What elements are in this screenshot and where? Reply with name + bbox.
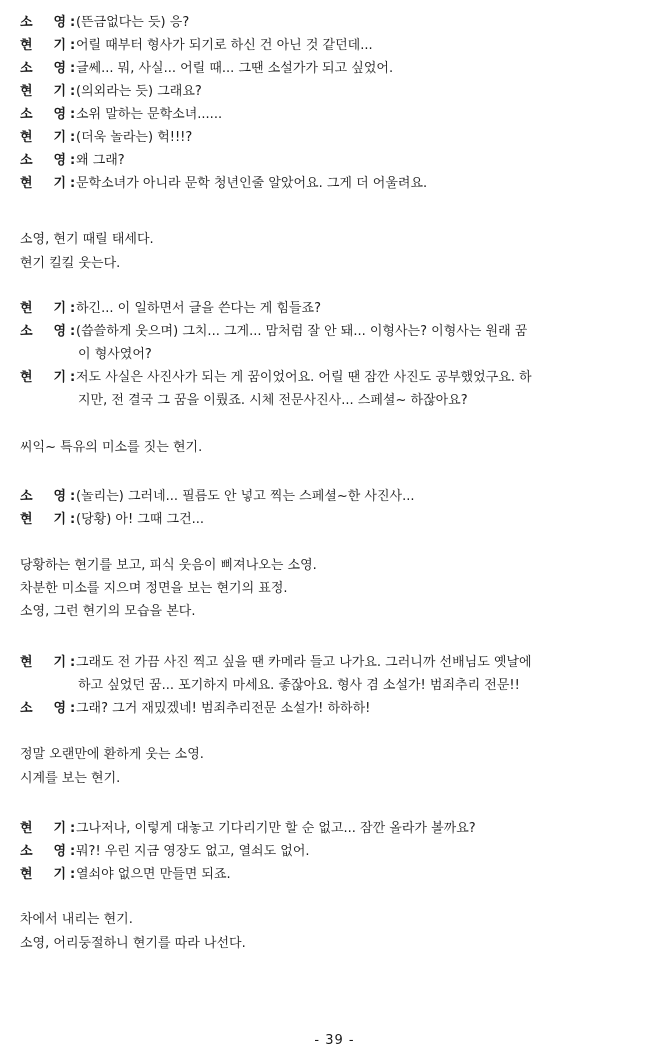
dialogue-line: 현 기 : (당황) 아! 그때 그건... — [20, 508, 652, 531]
speaker-name: 소 영 — [20, 153, 66, 168]
dialogue-line: 현 기 : (의외라는 듯) 그래요? — [20, 80, 652, 103]
dialogue-block-2 — [20, 297, 652, 412]
dialogue-text: 그나저나, 이렇게 대놓고 기다리기만 할 순 없고... 잠깐 올라가 볼까요? — [76, 821, 476, 836]
dialogue-text: (씁쓸하게 웃으며) 그치... 그게... 맘처럼 잘 안 돼... 이형사는? 이형사는 원래 꿈 — [76, 324, 528, 339]
action-line: 차에서 내리는 현기. — [20, 912, 133, 927]
speaker-name: 현 기 — [20, 370, 66, 385]
dialogue-line: 소 영 : 소위 말하는 문학소녀...... — [20, 103, 652, 126]
dialogue-text: (뜬금없다는 듯) 응? — [76, 15, 190, 30]
speaker-name: 소 영 — [20, 107, 66, 122]
action-block-5 — [20, 910, 652, 954]
action-line: 소영, 그런 현기의 모습을 본다. — [20, 604, 196, 619]
action-line: 현기 킬킬 웃는다. — [20, 256, 121, 271]
dialogue-line: 현 기 : 어릴 때부터 형사가 되기로 하신 건 아닌 것 같던데... — [20, 34, 652, 57]
dialogue-text: 뭐?! 우린 지금 영장도 없고, 열쇠도 없어. — [76, 844, 310, 859]
dialogue-line: 소 영 : (놀리는) 그러네... 필름도 안 넣고 찍는 스페셜~한 사진사... — [20, 485, 652, 508]
action-line: 정말 오랜만에 환하게 웃는 소영. — [20, 747, 204, 762]
dialogue-text: 글쎄... 뭐, 사실... 어릴 때... 그땐 소설가가 되고 싶었어. — [76, 61, 394, 76]
speaker-name: 소 영 — [20, 701, 66, 716]
dialogue-text: 그래도 전 가끔 사진 찍고 싶을 땐 카메라 들고 나가요. 그러니까 선배님도 옛날에 — [76, 655, 532, 670]
dialogue-text: (놀리는) 그러네... 필름도 안 넣고 찍는 스페셜~한 사진사... — [76, 489, 415, 504]
dialogue-text: 저도 사실은 사진사가 되는 게 꿈이었어요. 어릴 땐 잠깐 사진도 공부했었구요. 하 — [76, 370, 532, 385]
dialogue-line: 현 기 : (더욱 놀라는) 헉!!!? — [20, 126, 652, 149]
action-block-2 — [20, 438, 652, 458]
dialogue-text: 그래? 그거 재밌겠네! 범죄추리전문 소설가! 하하하! — [76, 701, 371, 716]
action-line: 시계를 보는 현기. — [20, 771, 121, 786]
speaker-name: 소 영 — [20, 489, 66, 504]
action-block-3 — [20, 556, 652, 622]
speaker-name: 소 영 — [20, 324, 66, 339]
action-line: 소영, 어리둥절하니 현기를 따라 나선다. — [20, 936, 246, 951]
dialogue-text: (의외라는 듯) 그래요? — [76, 84, 202, 99]
dialogue-text: 왜 그래? — [76, 153, 125, 168]
action-line: 당황하는 현기를 보고, 피식 웃음이 삐져나오는 소영. — [20, 558, 317, 573]
dialogue-block-3 — [20, 485, 652, 531]
action-line: 차분한 미소를 지으며 정면을 보는 현기의 표정. — [20, 581, 288, 596]
speaker-name: 현 기 — [20, 176, 66, 191]
speaker-name: 현 기 — [20, 512, 66, 527]
speaker-name: 현 기 — [20, 38, 66, 53]
speaker-name: 소 영 — [20, 15, 66, 30]
dialogue-text: 열쇠야 없으면 만들면 되죠. — [76, 867, 231, 882]
dialogue-text: 하긴... 이 일하면서 글을 쓴다는 게 힘들죠? — [76, 301, 322, 316]
dialogue-block-4 — [20, 651, 652, 720]
dialogue-line: 현 기 : 문학소녀가 아니라 문학 청년인줄 알았어요. 그게 더 어울려요. — [20, 172, 652, 195]
dialogue-line: 소 영 : 왜 그래? — [20, 149, 652, 172]
dialogue-line: 현 기 : 열쇠야 없으면 만들면 되죠. — [20, 863, 652, 886]
dialogue-continuation: 지만, 전 결국 그 꿈을 이뤘죠. 시체 전문사진사... 스페셜~ 하잖아요? — [78, 393, 468, 408]
speaker-name: 현 기 — [20, 867, 66, 882]
dialogue-text: 소위 말하는 문학소녀...... — [76, 107, 223, 122]
dialogue-text: 문학소녀가 아니라 문학 청년인줄 알았어요. 그게 더 어울려요. — [76, 176, 428, 191]
dialogue-line: 현 기 : 하긴... 이 일하면서 글을 쓴다는 게 힘들죠? — [20, 297, 652, 320]
dialogue-continuation: 이 형사였어? — [78, 347, 152, 362]
dialogue-line: 현 기 : 그나저나, 이렇게 대놓고 기다리기만 할 순 없고... 잠깐 올라가 볼까요? — [20, 817, 652, 840]
dialogue-line: 소 영 : 뭐?! 우린 지금 영장도 없고, 열쇠도 없어. — [20, 840, 652, 863]
dialogue-text: 어릴 때부터 형사가 되기로 하신 건 아닌 것 같던데... — [76, 38, 373, 53]
speaker-name: 현 기 — [20, 84, 66, 99]
speaker-name: 현 기 — [20, 655, 66, 670]
action-block-4 — [20, 745, 652, 789]
speaker-name: 현 기 — [20, 821, 66, 836]
dialogue-line: 현 기 : 그래도 전 가끔 사진 찍고 싶을 땐 카메라 들고 나가요. 그러니까 선배님도 옛날에 — [20, 651, 652, 674]
dialogue-block-1 — [20, 11, 652, 195]
action-line: 씨익~ 특유의 미소를 짓는 현기. — [20, 440, 203, 455]
dialogue-line: 소 영 : 그래? 그거 재밌겠네! 범죄추리전문 소설가! 하하하! — [20, 697, 652, 720]
action-line: 소영, 현기 때릴 태세다. — [20, 232, 154, 247]
dialogue-line: 소 영 : 글쎄... 뭐, 사실... 어릴 때... 그땐 소설가가 되고 싶었어. — [20, 57, 652, 80]
page-number: - 39 - — [314, 1033, 355, 1048]
action-block-1 — [20, 230, 652, 274]
dialogue-line: 소 영 : (뜬금없다는 듯) 응? — [20, 11, 652, 34]
speaker-name: 소 영 — [20, 844, 66, 859]
dialogue-block-5 — [20, 817, 652, 886]
speaker-name: 현 기 — [20, 301, 66, 316]
dialogue-text: (당황) 아! 그때 그건... — [76, 512, 205, 527]
speaker-name: 현 기 — [20, 130, 66, 145]
speaker-name: 소 영 — [20, 61, 66, 76]
dialogue-continuation: 하고 싶었던 꿈... 포기하지 마세요. 좋잖아요. 형사 겸 소설가! 범죄추리 전문!! — [78, 678, 520, 693]
dialogue-line: 현 기 : 저도 사실은 사진사가 되는 게 꿈이었어요. 어릴 땐 잠깐 사진도 공부했었구요. 하 — [20, 366, 652, 389]
dialogue-line: 소 영 : (씁쓸하게 웃으며) 그치... 그게... 맘처럼 잘 안 돼... 이형사는? 이형사는 원래 꿈 — [20, 320, 652, 343]
dialogue-text: (더욱 놀라는) 헉!!!? — [76, 130, 193, 145]
